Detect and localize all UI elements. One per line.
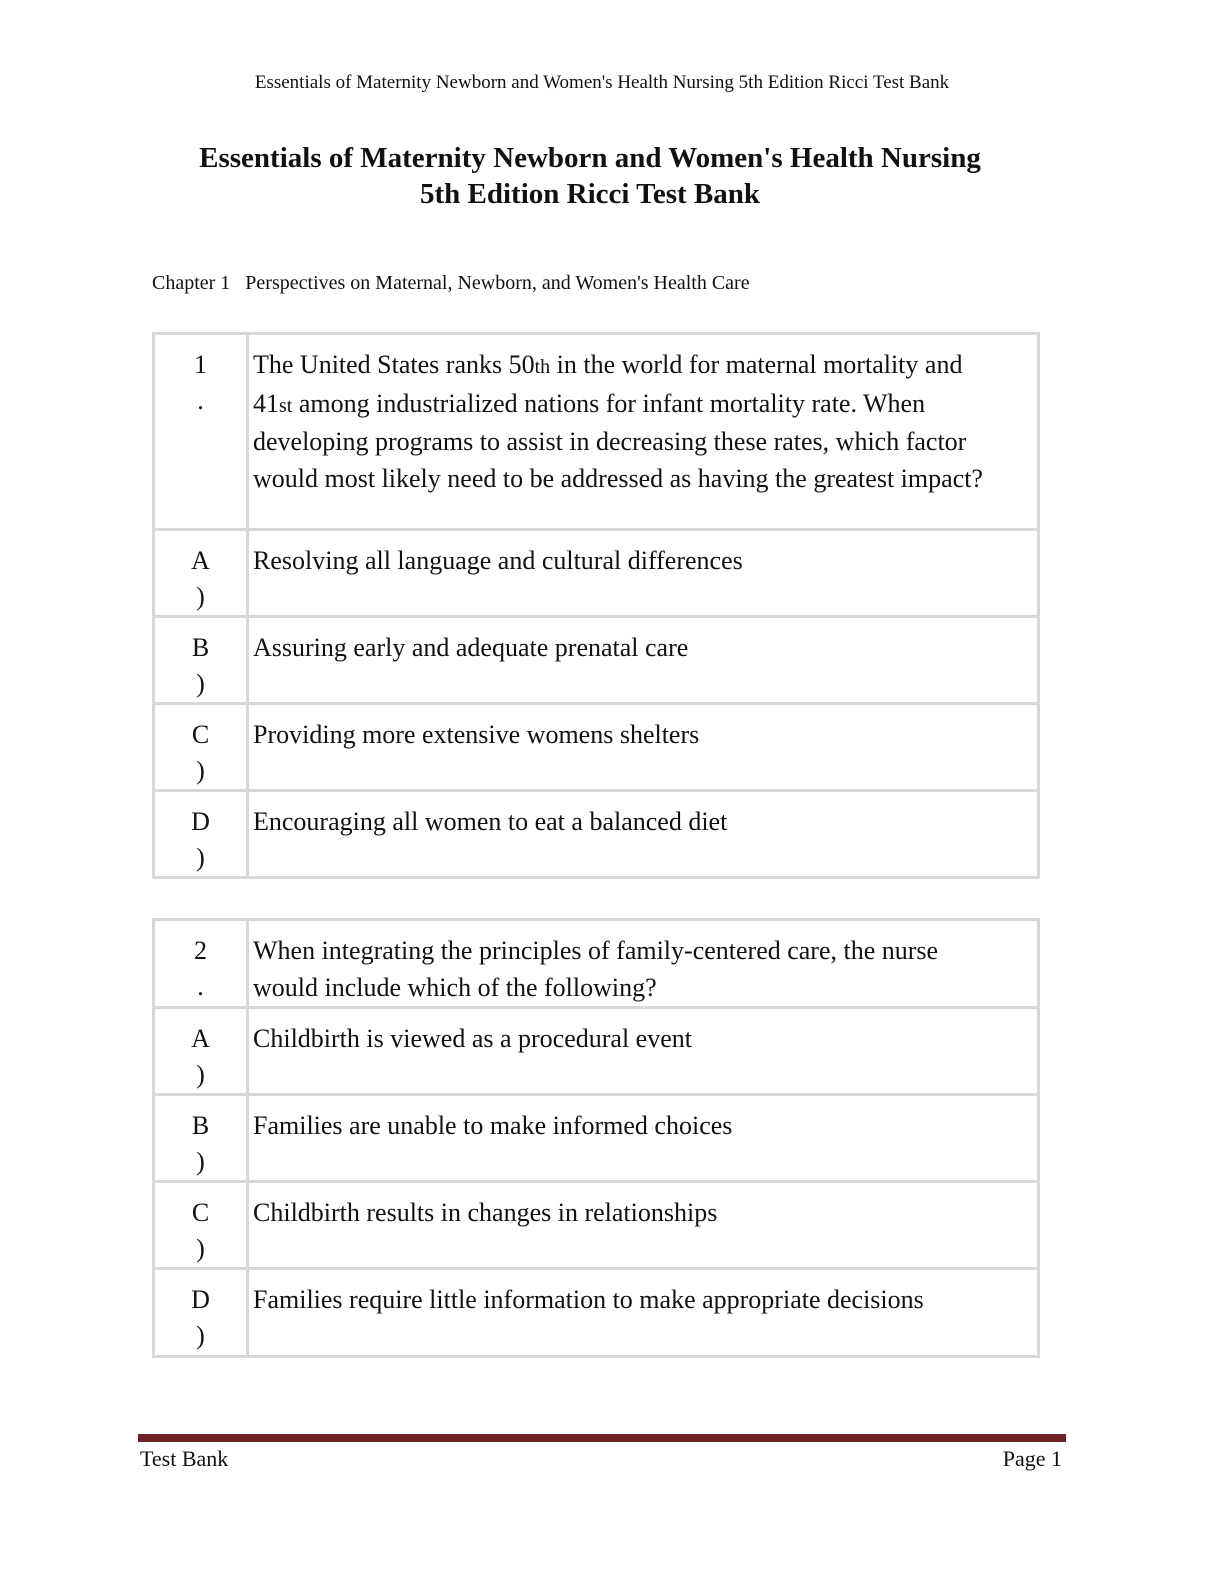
question-stem: The United States ranks 50th in the world for maternal mortality and 41st among industrialized nations for infant mortality rate. When developing programs to assist in decreasing these rates, which factor would most likely need to be addressed as having the greatest impact? <box>248 334 1039 530</box>
option-letter: C ) <box>154 1182 248 1269</box>
ordinal-suffix: st <box>279 394 293 417</box>
running-header: Essentials of Maternity Newborn and Women's Health Nursing 5th Edition Ricci Test Bank <box>254 72 950 93</box>
option-letter: D ) <box>154 791 248 878</box>
answer-option-row <box>154 530 1039 617</box>
question-number: 1 . <box>154 334 248 530</box>
ordinal-suffix: th <box>534 356 551 378</box>
option-letter: A ) <box>154 1008 248 1095</box>
question-table-1 <box>152 332 1040 879</box>
question-stem-row <box>154 920 1039 1008</box>
page-number: Page 1 <box>1002 1446 1062 1471</box>
question-table-2 <box>152 918 1040 1358</box>
footer-label: Test Bank <box>140 1446 229 1471</box>
document-title <box>150 140 1030 212</box>
option-text: Families require little information to make appropriate decisions <box>248 1269 1039 1357</box>
option-letter: C ) <box>154 704 248 791</box>
question-stem: When integrating the principles of family-centered care, the nurse would include which of the following? <box>248 920 1039 1008</box>
answer-option-row <box>154 617 1039 704</box>
option-text: Childbirth is viewed as a procedural event <box>248 1008 1039 1095</box>
option-text: Resolving all language and cultural differences <box>248 530 1039 617</box>
answer-option-row <box>154 791 1039 878</box>
option-letter: D ) <box>154 1269 248 1357</box>
answer-option-row <box>154 704 1039 791</box>
option-text: Encouraging all women to eat a balanced diet <box>248 791 1039 878</box>
option-text: Childbirth results in changes in relationships <box>248 1182 1039 1269</box>
document-title-line-1: Essentials of Maternity Newborn and Women's Health Nursing <box>199 142 981 174</box>
option-text: Families are unable to make informed choices <box>248 1095 1039 1182</box>
footer-rule <box>138 1434 1066 1442</box>
question-stem-row <box>154 334 1039 530</box>
question-number: 2 . <box>154 920 248 1008</box>
answer-option-row <box>154 1269 1039 1357</box>
answer-option-row <box>154 1095 1039 1182</box>
answer-option-row <box>154 1182 1039 1269</box>
option-letter: A ) <box>154 530 248 617</box>
option-letter: B ) <box>154 617 248 704</box>
answer-option-row <box>154 1008 1039 1095</box>
chapter-heading: Chapter 1 Perspectives on Maternal, Newborn, and Women's Health Care <box>152 272 750 294</box>
document-title-line-2: 5th Edition Ricci Test Bank <box>419 178 761 210</box>
option-letter: B ) <box>154 1095 248 1182</box>
option-text: Providing more extensive womens shelters <box>248 704 1039 791</box>
option-text: Assuring early and adequate prenatal care <box>248 617 1039 704</box>
